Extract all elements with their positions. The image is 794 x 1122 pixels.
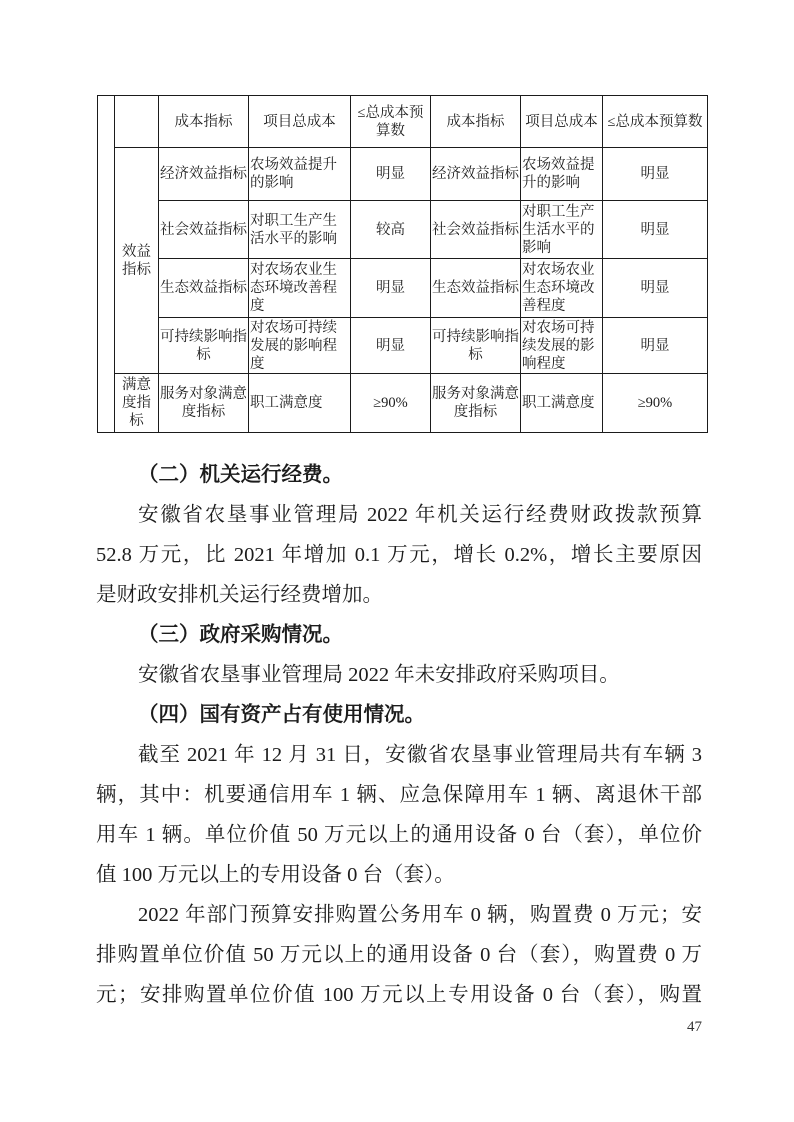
table-row	[98, 318, 708, 374]
table-cell-group-empty	[115, 96, 159, 148]
body-text	[96, 455, 702, 1015]
table-cell: 对农场可持续发展的影响程度	[521, 318, 603, 374]
table-row	[98, 259, 708, 318]
table-cell: 对农场农业生态环境改善程度	[521, 259, 603, 318]
table-row	[98, 201, 708, 259]
table-cell: 生态效益指标	[431, 259, 521, 318]
paragraph-line: 值 100 万元以上的专用设备 0 台（套）。	[96, 864, 455, 886]
paragraph-line: 2022 年部门预算安排购置公务用车 0 辆，购置费 0 万元；安	[138, 904, 702, 926]
table-cell: 可持续影响指标	[159, 318, 249, 374]
section-heading-4: （四）国有资产占有使用情况。	[138, 703, 425, 726]
table-cell: 经济效益指标	[159, 148, 249, 201]
table-cell: 可持续影响指标	[431, 318, 521, 374]
table-cell: 对职工生产生活水平的影响	[521, 201, 603, 259]
paragraph-line: 元；安排购置单位价值 100 万元以上专用设备 0 台（套），购置	[96, 984, 702, 1006]
table-cell-header: 项目总成本	[521, 96, 603, 148]
table-cell: 服务对象满意度指标	[431, 374, 521, 433]
section-heading-3: （三）政府采购情况。	[138, 623, 343, 646]
table-cell-group-benefit: 效益指标	[115, 148, 159, 374]
section-heading-2: （二）机关运行经费。	[138, 463, 343, 486]
paragraph-line: 52.8 万元，比 2021 年增加 0.1 万元，增长 0.2%，增长主要原因	[96, 544, 702, 566]
table-cell: 职工满意度	[249, 374, 351, 433]
table-cell: ≥90%	[603, 374, 708, 433]
table-cell: 明显	[603, 201, 708, 259]
table-cell: 明显	[603, 148, 708, 201]
table-cell: 明显	[603, 259, 708, 318]
paragraph-line: 用车 1 辆。单位价值 50 万元以上的通用设备 0 台（套），单位价	[96, 824, 702, 846]
table-cell-outer-empty	[98, 96, 115, 433]
table-cell: ≥90%	[351, 374, 431, 433]
table-cell: 明显	[351, 259, 431, 318]
table-cell-header: 项目总成本	[249, 96, 351, 148]
table-cell-group-satisfaction: 满意度指标	[115, 374, 159, 433]
paragraph-line: 安徽省农垦事业管理局 2022 年机关运行经费财政拨款预算	[138, 504, 702, 526]
table-cell-header: ≤总成本预算数	[351, 96, 431, 148]
table-cell: 生态效益指标	[159, 259, 249, 318]
table-cell: 职工满意度	[521, 374, 603, 433]
page-number: 47	[687, 1019, 702, 1035]
table-cell-header: ≤总成本预算数	[603, 96, 708, 148]
table-cell: 对农场可持续发展的影响程度	[249, 318, 351, 374]
table-cell: 对职工生产生活水平的影响	[249, 201, 351, 259]
table-row-header	[98, 96, 708, 148]
paragraph-line: 排购置单位价值 50 万元以上的通用设备 0 台（套），购置费 0 万	[96, 944, 702, 966]
performance-indicator-table	[97, 95, 708, 433]
paragraph-line: 安徽省农垦事业管理局 2022 年未安排政府采购项目。	[138, 664, 620, 686]
table-cell: 对农场农业生态环境改善程度	[249, 259, 351, 318]
table-cell-header: 成本指标	[431, 96, 521, 148]
table-cell: 明显	[351, 148, 431, 201]
table-cell: 经济效益指标	[431, 148, 521, 201]
table-cell: 较高	[351, 201, 431, 259]
table-row	[98, 148, 708, 201]
table-cell: 农场效益提升的影响	[521, 148, 603, 201]
paragraph-line: 截至 2021 年 12 月 31 日，安徽省农垦事业管理局共有车辆 3	[138, 744, 702, 766]
table-cell: 社会效益指标	[159, 201, 249, 259]
paragraph-line: 辆，其中：机要通信用车 1 辆、应急保障用车 1 辆、离退休干部	[96, 784, 702, 806]
table-cell-header: 成本指标	[159, 96, 249, 148]
table-cell: 明显	[351, 318, 431, 374]
table-cell: 明显	[603, 318, 708, 374]
table-row	[98, 374, 708, 433]
table-cell: 服务对象满意度指标	[159, 374, 249, 433]
table-cell: 农场效益提升的影响	[249, 148, 351, 201]
paragraph-line: 是财政安排机关运行经费增加。	[96, 584, 383, 606]
table-cell: 社会效益指标	[431, 201, 521, 259]
